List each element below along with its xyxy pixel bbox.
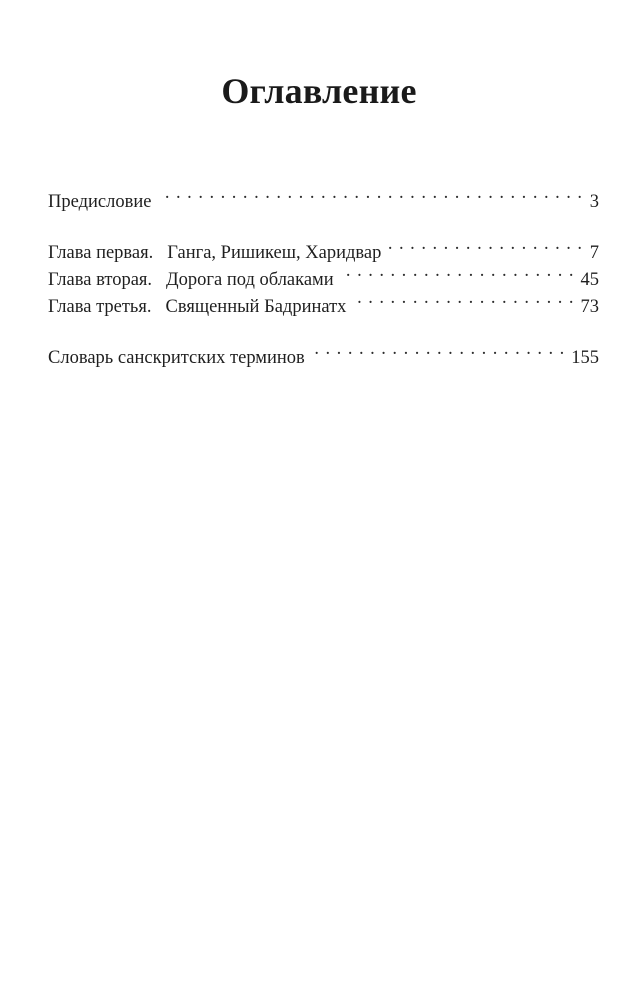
toc-entry-title: Дорога под облаками (166, 270, 334, 290)
toc-page-number: 7 (589, 243, 599, 263)
toc-page-number: 45 (580, 270, 599, 290)
page-title: Оглавление (221, 71, 417, 111)
table-of-contents (48, 180, 599, 368)
toc-entry-title: Священный Бадринатх (165, 297, 347, 317)
dot-leader (313, 336, 565, 363)
chapter-label: Глава вторая. (48, 270, 153, 290)
toc-page-number: 155 (571, 348, 599, 368)
toc-entry-title: Словарь санскритских терминов (48, 348, 305, 368)
chapter-label: Глава первая. (48, 243, 154, 263)
toc-entry-glossary (48, 336, 599, 368)
toc-page-number: 3 (589, 192, 599, 212)
dot-leader (389, 231, 583, 258)
dot-leader (354, 285, 574, 312)
toc-entry-preface (48, 180, 599, 212)
toc-page-number: 73 (580, 297, 599, 317)
toc-entry-chapter-1 (48, 231, 599, 263)
toc-entry-title: Ганга, Ришикеш, Харидвар (167, 243, 382, 263)
chapter-label: Глава третья. (48, 297, 152, 317)
toc-entry-title: Предисловие (48, 192, 152, 212)
dot-leader (159, 180, 583, 207)
dot-leader (342, 258, 575, 285)
